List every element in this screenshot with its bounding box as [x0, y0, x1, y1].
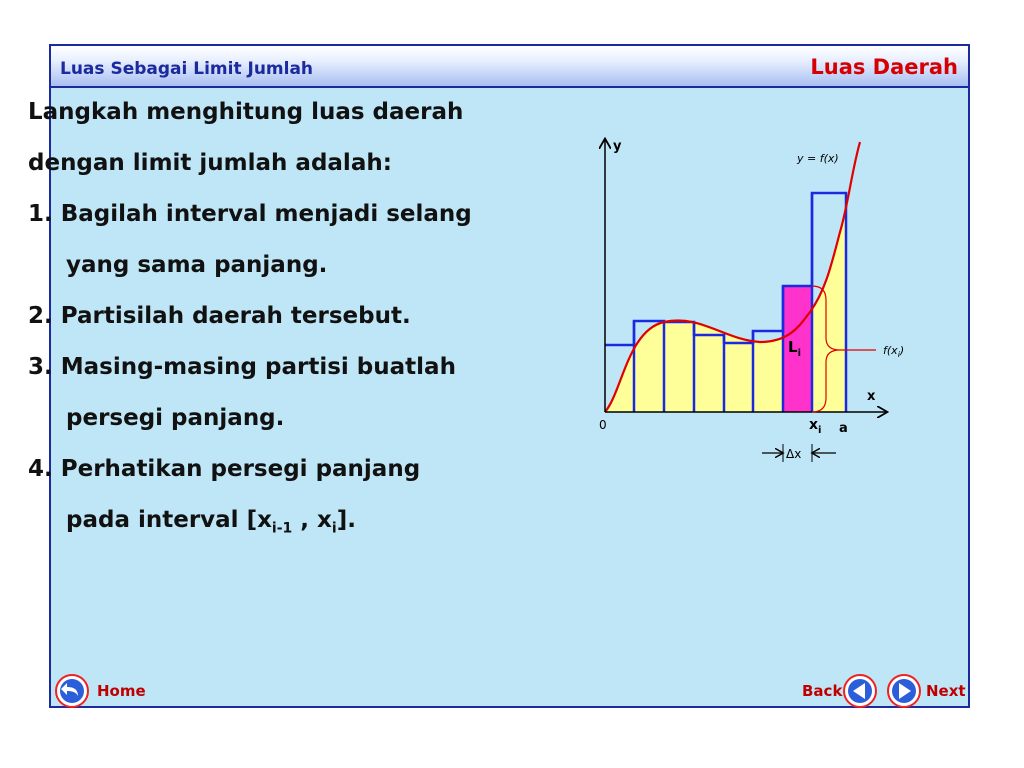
step-4-text-post: ].	[336, 507, 356, 533]
xi-label-sub: i	[818, 425, 822, 436]
xi-label	[809, 417, 821, 436]
step-1-continued: yang sama panjang.	[66, 252, 328, 278]
step-4: 4. Perhatikan persegi panjang	[28, 456, 421, 482]
fxi-label	[883, 344, 904, 359]
text-line-1: Langkah menghitung luas daerah	[28, 99, 464, 125]
next-button[interactable]	[885, 673, 923, 709]
section-title: Luas Sebagai Limit Jumlah	[60, 59, 314, 79]
step-3: 3. Masing-masing partisi buatlah	[28, 354, 456, 380]
page-title: Luas Daerah	[810, 55, 958, 79]
step-4-text-mid: , x	[292, 507, 332, 533]
origin-label: 0	[599, 418, 607, 432]
next-label[interactable]: Next	[926, 682, 966, 700]
y-axis-label: y	[613, 139, 622, 154]
content-text	[28, 92, 508, 551]
text-line-2: dengan limit jumlah adalah:	[28, 150, 392, 176]
fxi-label-sub: i	[897, 350, 900, 359]
rect-label-main: L	[788, 338, 798, 356]
step-4-text-pre: pada interval [x	[66, 507, 272, 533]
fxi-label-close: )	[899, 344, 905, 357]
home-label[interactable]: Home	[97, 682, 146, 700]
home-button[interactable]	[53, 673, 91, 709]
a-label: a	[839, 421, 848, 436]
x-axis-label: x	[867, 389, 876, 404]
fxi-label-main: f(x	[883, 344, 898, 357]
xi-label-main: x	[809, 417, 819, 433]
step-4-continued	[28, 500, 508, 551]
step-4-sub-1: i-1	[271, 520, 293, 537]
curve-label: y = f(x)	[797, 152, 839, 165]
header-bar	[51, 46, 968, 88]
riemann-sum-diagram	[545, 90, 935, 480]
step-1: 1. Bagilah interval menjadi selang	[28, 201, 472, 227]
back-label[interactable]: Back	[802, 682, 843, 700]
step-2: 2. Partisilah daerah tersebut.	[28, 303, 411, 329]
step-4-sub-2: i	[331, 520, 337, 537]
back-button[interactable]	[841, 673, 879, 709]
rect-label-sub: i	[797, 348, 801, 359]
step-3-continued: persegi panjang.	[66, 405, 285, 431]
delta-x-label: Δx	[786, 447, 802, 461]
